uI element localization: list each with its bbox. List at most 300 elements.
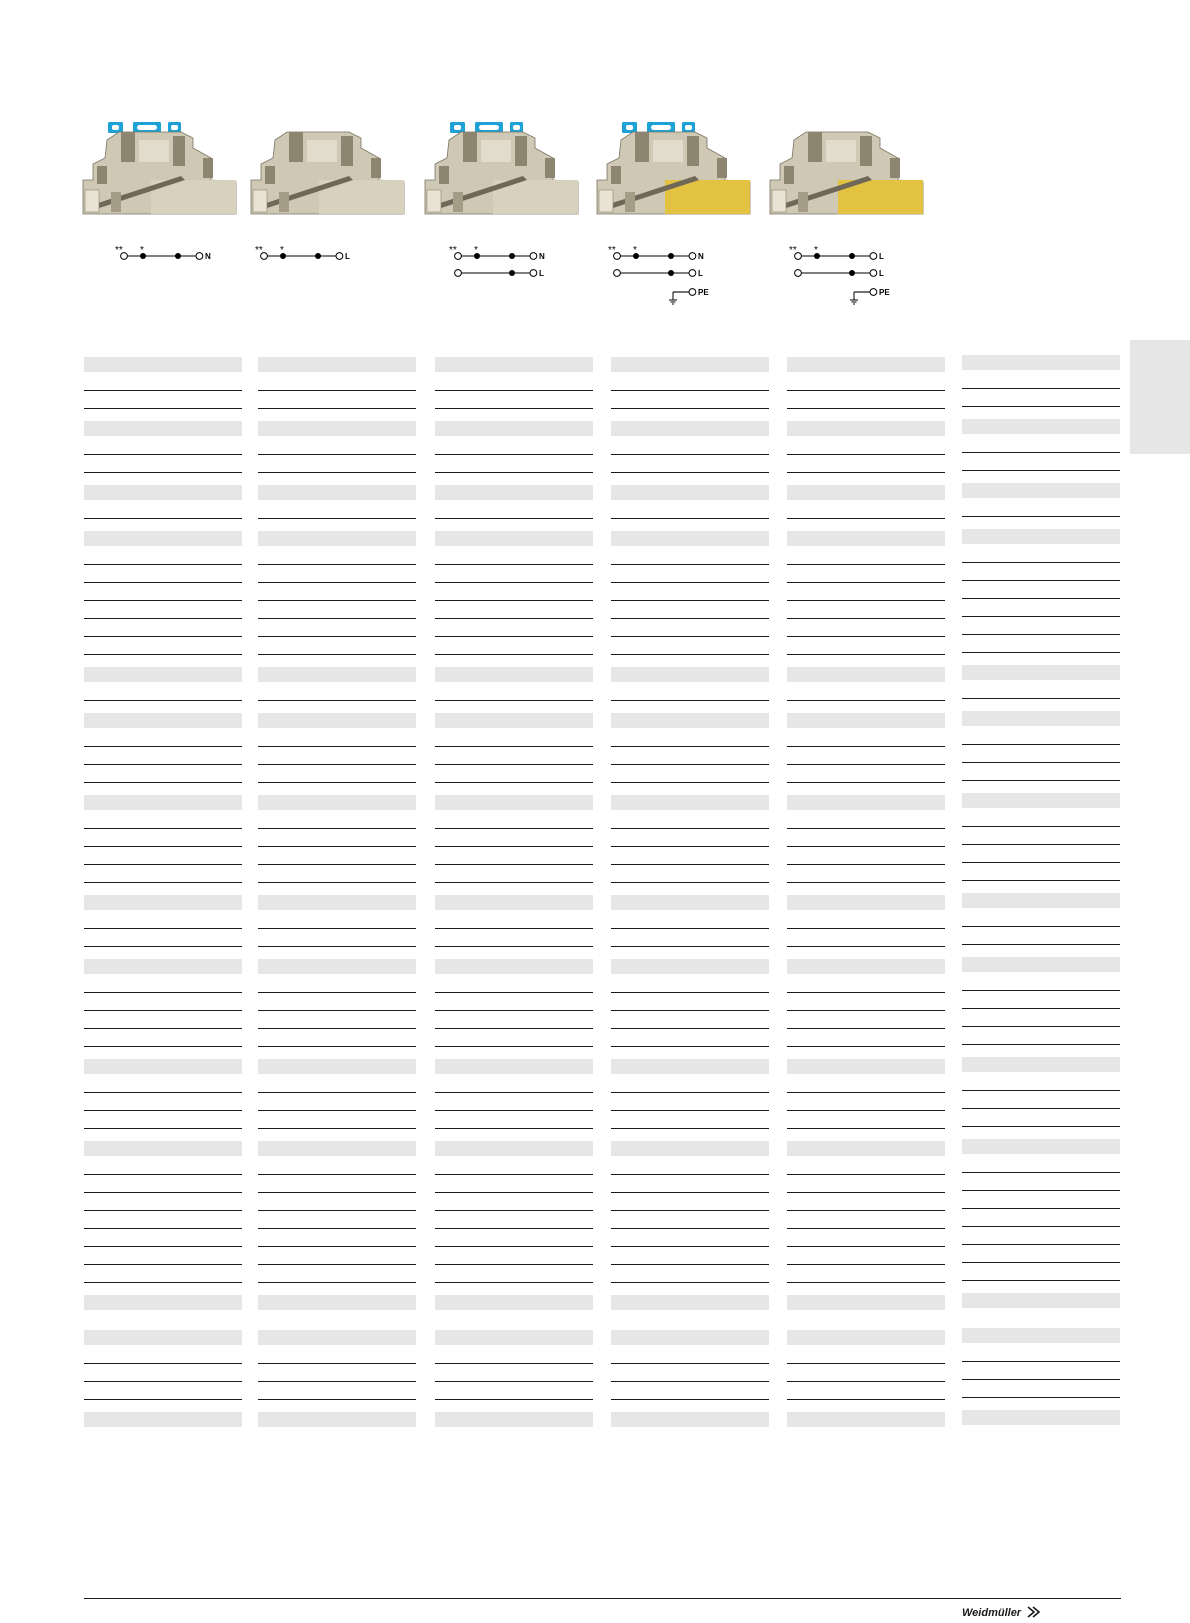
spec-row-rule bbox=[611, 472, 769, 473]
spec-row-rule bbox=[787, 1399, 945, 1400]
spec-row-rule bbox=[962, 516, 1120, 517]
spec-row-rule bbox=[84, 1128, 242, 1129]
terminal-open-icon bbox=[870, 253, 877, 260]
spec-row-rule bbox=[258, 864, 416, 865]
spec-group-header bbox=[258, 713, 416, 728]
spec-row-rule bbox=[435, 928, 593, 929]
spec-row-rule bbox=[962, 1026, 1120, 1027]
spec-group-header bbox=[435, 357, 593, 372]
spec-row-rule bbox=[84, 1010, 242, 1011]
spec-group-header bbox=[962, 665, 1120, 680]
spec-row-rule bbox=[435, 1210, 593, 1211]
spec-row-rule bbox=[962, 470, 1120, 471]
circuit-label: L bbox=[698, 269, 703, 278]
spec-row-rule bbox=[435, 654, 593, 655]
circuit-label: N bbox=[539, 252, 545, 261]
spec-row-rule bbox=[435, 1046, 593, 1047]
spec-group-header bbox=[787, 713, 945, 728]
spec-group-header bbox=[435, 1412, 593, 1427]
spec-group-header bbox=[787, 531, 945, 546]
spec-row-rule bbox=[258, 1381, 416, 1382]
spec-row-rule bbox=[787, 454, 945, 455]
spec-row-rule bbox=[84, 600, 242, 601]
spec-row-rule bbox=[611, 782, 769, 783]
spec-row-rule bbox=[787, 782, 945, 783]
spec-row-rule bbox=[84, 882, 242, 883]
spec-row-rule bbox=[84, 636, 242, 637]
spec-row-rule bbox=[84, 1399, 242, 1400]
spec-group-header bbox=[787, 421, 945, 436]
spec-group-header bbox=[435, 531, 593, 546]
circuit-label: PE bbox=[879, 288, 890, 297]
spec-row-rule bbox=[611, 1282, 769, 1283]
spec-group-header bbox=[435, 421, 593, 436]
spec-row-rule bbox=[611, 636, 769, 637]
spec-row-rule bbox=[84, 454, 242, 455]
spec-row-rule bbox=[962, 698, 1120, 699]
spec-row-rule bbox=[787, 928, 945, 929]
spec-row-rule bbox=[962, 826, 1120, 827]
spec-row-rule bbox=[611, 1174, 769, 1175]
spec-row-rule bbox=[962, 652, 1120, 653]
spec-row-rule bbox=[84, 700, 242, 701]
spec-group-header bbox=[611, 1141, 769, 1156]
fuse-marker-double: ** bbox=[449, 245, 457, 256]
spec-group-header bbox=[962, 483, 1120, 498]
spec-row-rule bbox=[435, 408, 593, 409]
spec-group-header bbox=[258, 1295, 416, 1310]
spec-row-rule bbox=[84, 928, 242, 929]
spec-row-rule bbox=[258, 564, 416, 565]
spec-group-header bbox=[258, 959, 416, 974]
spec-group-header bbox=[435, 795, 593, 810]
spec-row-rule bbox=[84, 946, 242, 947]
spec-row-rule bbox=[611, 1381, 769, 1382]
spec-row-rule bbox=[258, 846, 416, 847]
spec-row-rule bbox=[258, 1210, 416, 1211]
spec-row-rule bbox=[258, 408, 416, 409]
spec-group-header bbox=[787, 959, 945, 974]
spec-row-rule bbox=[258, 782, 416, 783]
spec-group-header bbox=[611, 485, 769, 500]
spec-group-header bbox=[962, 529, 1120, 544]
spec-row-rule bbox=[258, 1028, 416, 1029]
spec-row-rule bbox=[611, 1128, 769, 1129]
spec-group-header bbox=[258, 795, 416, 810]
weidmuller-logo-icon bbox=[1027, 1606, 1041, 1621]
spec-row-rule bbox=[435, 636, 593, 637]
terminal-open-icon bbox=[530, 270, 537, 277]
spec-row-rule bbox=[435, 864, 593, 865]
section-side-tab bbox=[1130, 340, 1190, 454]
circuit-label: L bbox=[879, 252, 884, 261]
spec-row-rule bbox=[84, 992, 242, 993]
spec-row-rule bbox=[258, 1282, 416, 1283]
spec-row-rule bbox=[962, 762, 1120, 763]
spec-row-rule bbox=[84, 1092, 242, 1093]
spec-row-rule bbox=[787, 1210, 945, 1211]
circuit-line-2 bbox=[795, 269, 884, 278]
spec-row-rule bbox=[84, 1210, 242, 1211]
spec-row-rule bbox=[435, 390, 593, 391]
spec-row-rule bbox=[258, 618, 416, 619]
spec-row-rule bbox=[435, 1110, 593, 1111]
terminal-open-icon bbox=[795, 270, 802, 277]
terminal-block-body bbox=[770, 132, 923, 214]
terminal-block-image bbox=[423, 118, 588, 333]
spec-row-rule bbox=[787, 1282, 945, 1283]
spec-row-rule bbox=[258, 636, 416, 637]
spec-row-rule bbox=[611, 1399, 769, 1400]
spec-row-rule bbox=[435, 946, 593, 947]
spec-row-rule bbox=[611, 1363, 769, 1364]
spec-row-rule bbox=[435, 846, 593, 847]
spec-row-rule bbox=[787, 946, 945, 947]
circuit-line-1 bbox=[449, 245, 545, 261]
spec-group-header bbox=[258, 531, 416, 546]
spec-row-rule bbox=[435, 518, 593, 519]
spec-group-header bbox=[84, 795, 242, 810]
fuse-marker-strip bbox=[622, 122, 695, 133]
spec-group-header bbox=[258, 667, 416, 682]
spec-row-rule bbox=[611, 1246, 769, 1247]
terminal-closed-icon bbox=[849, 270, 855, 276]
spec-group-header bbox=[787, 1330, 945, 1345]
spec-group-header bbox=[962, 355, 1120, 370]
spec-row-rule bbox=[962, 1090, 1120, 1091]
spec-row-rule bbox=[962, 580, 1120, 581]
terminal-block-body bbox=[83, 132, 236, 214]
spec-row-rule bbox=[435, 454, 593, 455]
spec-row-rule bbox=[787, 390, 945, 391]
spec-row-rule bbox=[611, 1228, 769, 1229]
spec-row-rule bbox=[787, 636, 945, 637]
spec-row-rule bbox=[435, 746, 593, 747]
terminal-open-icon bbox=[689, 270, 696, 277]
spec-row-rule bbox=[258, 1092, 416, 1093]
circuit-label: N bbox=[698, 252, 704, 261]
spec-row-rule bbox=[611, 846, 769, 847]
spec-row-rule bbox=[258, 600, 416, 601]
spec-row-rule bbox=[962, 926, 1120, 927]
spec-row-rule bbox=[962, 944, 1120, 945]
spec-row-rule bbox=[787, 654, 945, 655]
spec-group-header bbox=[435, 485, 593, 500]
spec-group-header bbox=[787, 1059, 945, 1074]
circuit-line-1 bbox=[608, 245, 704, 261]
spec-row-rule bbox=[962, 388, 1120, 389]
fuse-marker-single: * bbox=[814, 245, 818, 256]
terminal-block-body bbox=[597, 132, 750, 214]
spec-group-header bbox=[435, 713, 593, 728]
spec-group-header bbox=[435, 1141, 593, 1156]
spec-row-rule bbox=[84, 1246, 242, 1247]
spec-row-rule bbox=[611, 946, 769, 947]
spec-row-rule bbox=[787, 992, 945, 993]
terminal-block-image bbox=[249, 118, 414, 333]
fuse-marker-single: * bbox=[280, 245, 284, 256]
spec-group-header bbox=[962, 1057, 1120, 1072]
spec-group-header bbox=[611, 959, 769, 974]
spec-row-rule bbox=[84, 782, 242, 783]
spec-row-rule bbox=[787, 746, 945, 747]
terminal-open-icon bbox=[455, 270, 462, 277]
circuit-label: L bbox=[879, 269, 884, 278]
terminal-closed-icon bbox=[668, 253, 674, 259]
spec-row-rule bbox=[435, 700, 593, 701]
spec-row-rule bbox=[84, 518, 242, 519]
terminal-open-icon bbox=[870, 270, 877, 277]
product-p1 bbox=[81, 118, 241, 333]
spec-row-rule bbox=[258, 1246, 416, 1247]
spec-row-rule bbox=[435, 1192, 593, 1193]
spec-row-rule bbox=[258, 992, 416, 993]
spec-row-rule bbox=[611, 1264, 769, 1265]
spec-group-header bbox=[258, 421, 416, 436]
spec-row-rule bbox=[258, 472, 416, 473]
spec-group-header bbox=[962, 793, 1120, 808]
circuit-line-1 bbox=[255, 245, 350, 261]
terminal-block-body bbox=[251, 132, 404, 214]
spec-row-rule bbox=[611, 928, 769, 929]
spec-group-header bbox=[787, 895, 945, 910]
spec-row-rule bbox=[962, 452, 1120, 453]
spec-group-header bbox=[435, 895, 593, 910]
spec-group-header bbox=[962, 1139, 1120, 1154]
spec-group-header bbox=[787, 795, 945, 810]
spec-row-rule bbox=[258, 390, 416, 391]
fuse-marker-double: ** bbox=[115, 245, 123, 256]
spec-row-rule bbox=[258, 582, 416, 583]
spec-row-rule bbox=[962, 1044, 1120, 1045]
spec-row-rule bbox=[611, 654, 769, 655]
spec-row-rule bbox=[962, 1126, 1120, 1127]
product-p3 bbox=[423, 118, 583, 333]
spec-group-header bbox=[435, 1330, 593, 1345]
spec-row-rule bbox=[258, 1174, 416, 1175]
spec-row-rule bbox=[962, 1108, 1120, 1109]
spec-row-rule bbox=[435, 1128, 593, 1129]
fuse-marker-strip bbox=[108, 122, 181, 133]
spec-row-rule bbox=[962, 634, 1120, 635]
spec-group-header bbox=[962, 419, 1120, 434]
spec-row-rule bbox=[84, 764, 242, 765]
spec-row-rule bbox=[787, 1246, 945, 1247]
spec-row-rule bbox=[435, 1228, 593, 1229]
spec-row-rule bbox=[962, 1190, 1120, 1191]
spec-group-header bbox=[258, 1330, 416, 1345]
spec-row-rule bbox=[962, 1172, 1120, 1173]
terminal-closed-icon bbox=[509, 270, 515, 276]
spec-row-rule bbox=[84, 828, 242, 829]
spec-row-rule bbox=[435, 1363, 593, 1364]
spec-row-rule bbox=[611, 1028, 769, 1029]
spec-row-rule bbox=[258, 1192, 416, 1193]
circuit-label: L bbox=[539, 269, 544, 278]
spec-group-header bbox=[787, 1412, 945, 1427]
spec-group-header bbox=[84, 1412, 242, 1427]
spec-group-header bbox=[84, 1295, 242, 1310]
spec-row-rule bbox=[787, 864, 945, 865]
circuit-line-3 bbox=[850, 288, 890, 304]
spec-row-rule bbox=[962, 1244, 1120, 1245]
spec-group-header bbox=[962, 1410, 1120, 1425]
spec-group-header bbox=[611, 795, 769, 810]
spec-row-rule bbox=[787, 700, 945, 701]
spec-row-rule bbox=[84, 746, 242, 747]
spec-group-header bbox=[435, 959, 593, 974]
spec-row-rule bbox=[84, 582, 242, 583]
spec-row-rule bbox=[611, 828, 769, 829]
spec-group-header bbox=[84, 1141, 242, 1156]
spec-group-header bbox=[962, 893, 1120, 908]
spec-row-rule bbox=[258, 1399, 416, 1400]
spec-row-rule bbox=[611, 1192, 769, 1193]
spec-row-rule bbox=[787, 472, 945, 473]
spec-group-header bbox=[258, 485, 416, 500]
spec-row-rule bbox=[84, 1174, 242, 1175]
spec-row-rule bbox=[435, 1399, 593, 1400]
product-p5 bbox=[768, 118, 928, 333]
spec-row-rule bbox=[84, 1228, 242, 1229]
spec-group-header bbox=[962, 957, 1120, 972]
circuit-label: PE bbox=[698, 288, 709, 297]
spec-row-rule bbox=[787, 564, 945, 565]
terminal-open-icon bbox=[870, 289, 877, 296]
spec-row-rule bbox=[962, 1397, 1120, 1398]
spec-group-header bbox=[962, 711, 1120, 726]
spec-row-rule bbox=[435, 564, 593, 565]
terminal-open-icon bbox=[196, 253, 203, 260]
spec-group-header bbox=[258, 1412, 416, 1427]
spec-row-rule bbox=[258, 454, 416, 455]
spec-row-rule bbox=[258, 828, 416, 829]
spec-group-header bbox=[84, 959, 242, 974]
spec-group-header bbox=[611, 421, 769, 436]
terminal-open-icon bbox=[336, 253, 343, 260]
spec-row-rule bbox=[787, 1228, 945, 1229]
spec-row-rule bbox=[435, 1264, 593, 1265]
spec-row-rule bbox=[84, 654, 242, 655]
spec-row-rule bbox=[787, 1110, 945, 1111]
spec-group-header bbox=[787, 1295, 945, 1310]
spec-row-rule bbox=[962, 880, 1120, 881]
spec-row-rule bbox=[435, 582, 593, 583]
terminal-open-icon bbox=[614, 270, 621, 277]
spec-group-header bbox=[84, 357, 242, 372]
spec-row-rule bbox=[611, 582, 769, 583]
spec-group-header bbox=[787, 485, 945, 500]
spec-group-header bbox=[787, 667, 945, 682]
spec-row-rule bbox=[962, 1379, 1120, 1380]
spec-row-rule bbox=[787, 582, 945, 583]
spec-row-rule bbox=[787, 1046, 945, 1047]
spec-row-rule bbox=[435, 1092, 593, 1093]
spec-group-header bbox=[84, 1330, 242, 1345]
spec-group-header bbox=[84, 667, 242, 682]
fuse-marker-strip bbox=[450, 122, 523, 133]
spec-row-rule bbox=[611, 1046, 769, 1047]
spec-row-rule bbox=[611, 564, 769, 565]
fuse-marker-double: ** bbox=[608, 245, 616, 256]
spec-row-rule bbox=[611, 864, 769, 865]
spec-group-header bbox=[611, 1330, 769, 1345]
terminal-open-icon bbox=[689, 289, 696, 296]
footer-rule bbox=[84, 1598, 1121, 1599]
spec-row-rule bbox=[962, 1008, 1120, 1009]
spec-row-rule bbox=[611, 618, 769, 619]
spec-group-header bbox=[611, 1295, 769, 1310]
spec-row-rule bbox=[84, 564, 242, 565]
spec-row-rule bbox=[611, 390, 769, 391]
spec-row-rule bbox=[787, 764, 945, 765]
spec-row-rule bbox=[787, 1363, 945, 1364]
spec-row-rule bbox=[962, 744, 1120, 745]
spec-group-header bbox=[611, 713, 769, 728]
spec-row-rule bbox=[258, 946, 416, 947]
circuit-line-2 bbox=[614, 269, 703, 278]
spec-group-header bbox=[787, 1141, 945, 1156]
spec-row-rule bbox=[787, 618, 945, 619]
terminal-block-image bbox=[768, 118, 933, 333]
spec-group-header bbox=[84, 485, 242, 500]
circuit-line-1 bbox=[789, 245, 884, 261]
spec-group-header bbox=[84, 713, 242, 728]
spec-row-rule bbox=[962, 1208, 1120, 1209]
spec-row-rule bbox=[787, 882, 945, 883]
terminal-open-icon bbox=[530, 253, 537, 260]
spec-row-rule bbox=[962, 1280, 1120, 1281]
spec-row-rule bbox=[84, 1363, 242, 1364]
spec-row-rule bbox=[611, 1092, 769, 1093]
spec-row-rule bbox=[84, 1381, 242, 1382]
spec-row-rule bbox=[435, 1246, 593, 1247]
spec-row-rule bbox=[611, 882, 769, 883]
spec-row-rule bbox=[962, 616, 1120, 617]
spec-row-rule bbox=[435, 1010, 593, 1011]
spec-group-header bbox=[84, 421, 242, 436]
fuse-marker-single: * bbox=[474, 245, 478, 256]
spec-row-rule bbox=[611, 1010, 769, 1011]
product-p4 bbox=[595, 118, 755, 333]
spec-row-rule bbox=[435, 882, 593, 883]
spec-group-header bbox=[435, 1295, 593, 1310]
spec-group-header bbox=[611, 531, 769, 546]
spec-row-rule bbox=[611, 600, 769, 601]
fuse-marker-double: ** bbox=[255, 245, 263, 256]
spec-group-header bbox=[611, 895, 769, 910]
terminal-block-image bbox=[81, 118, 246, 333]
spec-group-header bbox=[611, 357, 769, 372]
spec-group-header bbox=[84, 531, 242, 546]
spec-row-rule bbox=[84, 1282, 242, 1283]
spec-row-rule bbox=[84, 1046, 242, 1047]
spec-group-header bbox=[611, 1059, 769, 1074]
spec-row-rule bbox=[787, 600, 945, 601]
spec-row-rule bbox=[962, 1262, 1120, 1263]
spec-group-header bbox=[611, 667, 769, 682]
spec-row-rule bbox=[258, 882, 416, 883]
fuse-marker-double: ** bbox=[789, 245, 797, 256]
spec-row-rule bbox=[435, 1381, 593, 1382]
spec-row-rule bbox=[611, 408, 769, 409]
spec-row-rule bbox=[611, 518, 769, 519]
spec-row-rule bbox=[84, 846, 242, 847]
spec-row-rule bbox=[435, 782, 593, 783]
spec-row-rule bbox=[787, 518, 945, 519]
spec-group-header bbox=[258, 357, 416, 372]
spec-row-rule bbox=[611, 992, 769, 993]
